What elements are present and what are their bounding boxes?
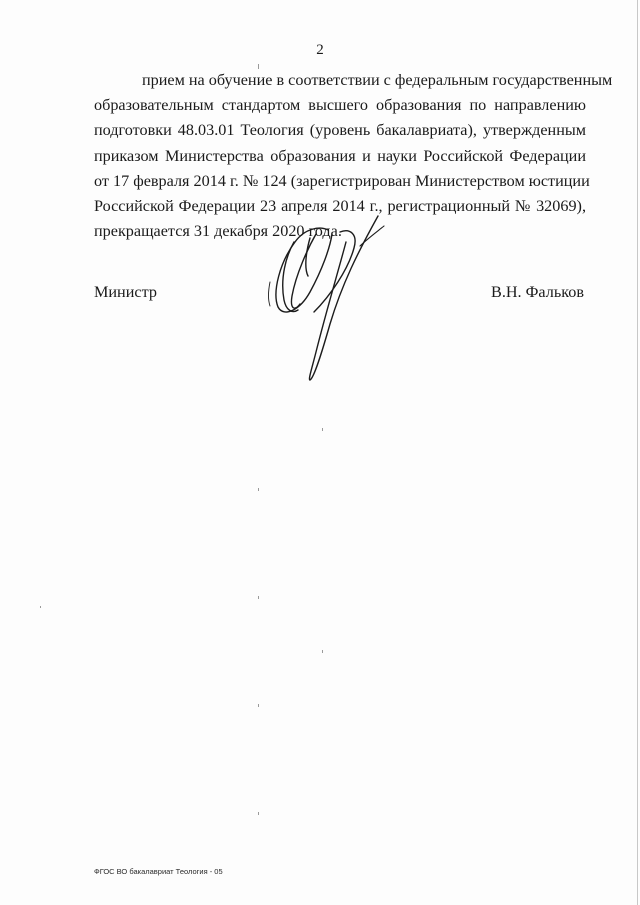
scan-speck: [322, 428, 323, 431]
scan-speck: [258, 704, 259, 707]
paragraph-line: Российской Федерации 23 апреля 2014 г., регистрационный № 32069),: [94, 196, 586, 215]
scan-speck: [258, 64, 259, 69]
paragraph-line: прекращается 31 декабря 2020 года.: [94, 222, 342, 241]
page-number: 2: [316, 42, 324, 58]
page-edge: [637, 0, 638, 905]
signatory-name: В.Н. Фальков: [491, 283, 584, 301]
paragraph-line: образовательным стандартом высшего образования по направлению: [94, 96, 586, 115]
paragraph-line: прием на обучение в соответствии с федеральным государственным: [142, 71, 613, 89]
scan-speck: [258, 488, 259, 491]
paragraph-line: от 17 февраля 2014 г. № 124 (зарегистрирован Министерством юстиции: [94, 171, 590, 190]
footer-note: ФГОС ВО бакалавриат Теология - 05: [94, 867, 223, 876]
paragraph-line: приказом Министерства образования и науки Российской Федерации: [94, 146, 586, 165]
scan-speck: [258, 596, 259, 599]
signatory-title: Министр: [94, 283, 157, 301]
scan-speck: [258, 812, 259, 815]
handwritten-signature: [250, 212, 400, 392]
paragraph-line: подготовки 48.03.01 Теология (уровень бакалавриата), утвержденным: [94, 121, 586, 140]
scan-speck: [40, 606, 41, 608]
scan-speck: [322, 650, 323, 653]
